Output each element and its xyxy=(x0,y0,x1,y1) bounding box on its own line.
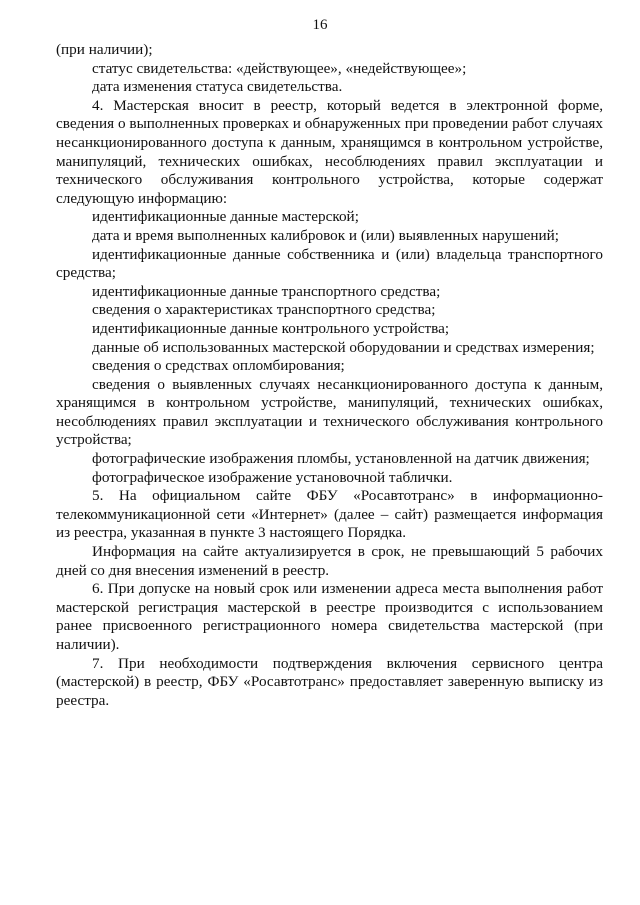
paragraph: статус свидетельства: «действующее», «недействующее»; xyxy=(92,59,467,77)
paragraph-item-6: 6. При допуске на новый срок или изменении адреса места выполнения работ мастерской регистрация мастерской в реестре производится с использованием ранее присвоенного регистрационного номера свидетельства мастерской (при наличии). xyxy=(56,580,603,653)
paragraph-item-5: 5. На официальном сайте ФБУ «Росавтотранс» в информационно-телекоммуникационной сети «Интернет» (далее – сайт) размещается информация из реестра, указанная в пункте 3 настоящего Порядка. xyxy=(56,487,603,542)
document-body xyxy=(56,41,603,710)
paragraph: Информация на сайте актуализируется в срок, не превышающий 5 рабочих дней со дня внесения изменений в реестр. xyxy=(56,543,603,579)
paragraph-item-7: 7. При необходимости подтверждения включения сервисного центра (мастерской) в реестр, ФБУ «Росавтотранс» предоставляет заверенную выписку из реестра. xyxy=(56,654,603,709)
list-item: данные об использованных мастерской оборудовании и средствах измерения; xyxy=(92,338,595,356)
list-item: идентификационные данные собственника и (или) владельца транспортного средства; xyxy=(56,245,603,282)
list-item: идентификационные данные транспортного средства; xyxy=(92,282,441,300)
list-item: идентификационные данные мастерской; xyxy=(92,208,359,226)
list-item: дата и время выполненных калибровок и (или) выявленных нарушений; xyxy=(92,226,559,244)
list-item: фотографические изображения пломбы, установленной на датчик движения; xyxy=(92,450,590,468)
list-item: сведения о характеристиках транспортного средства; xyxy=(92,301,436,319)
paragraph: дата изменения статуса свидетельства. xyxy=(92,78,343,96)
list-item: идентификационные данные контрольного устройства; xyxy=(92,319,450,337)
list-item: фотографическое изображение установочной таблички. xyxy=(92,468,453,486)
list-item: сведения о средствах опломбирования; xyxy=(92,357,345,375)
list-item: сведения о выявленных случаях несанкционированного доступа к данным, хранящимся в контрольном устройстве, манипуляций, технических ошибках, несоблюдениях правил эксплуатации и технического обслуживания контрольного устройства; xyxy=(56,375,603,449)
paragraph: (при наличии); xyxy=(56,41,153,58)
paragraph-item-4: 4. Мастерская вносит в реестр, который ведется в электронной форме, сведения о выполненных проверках и обнаруженных при проведении работ случаях несанкционированного доступа к данным, хранящимся в контрольном устройстве, манипуляций, технических ошибках, несоблюдениях правил эксплуатации и технического обслуживания контрольного устройства, которые содержат следующую информацию: xyxy=(56,96,603,207)
page-number: 16 xyxy=(312,17,328,33)
